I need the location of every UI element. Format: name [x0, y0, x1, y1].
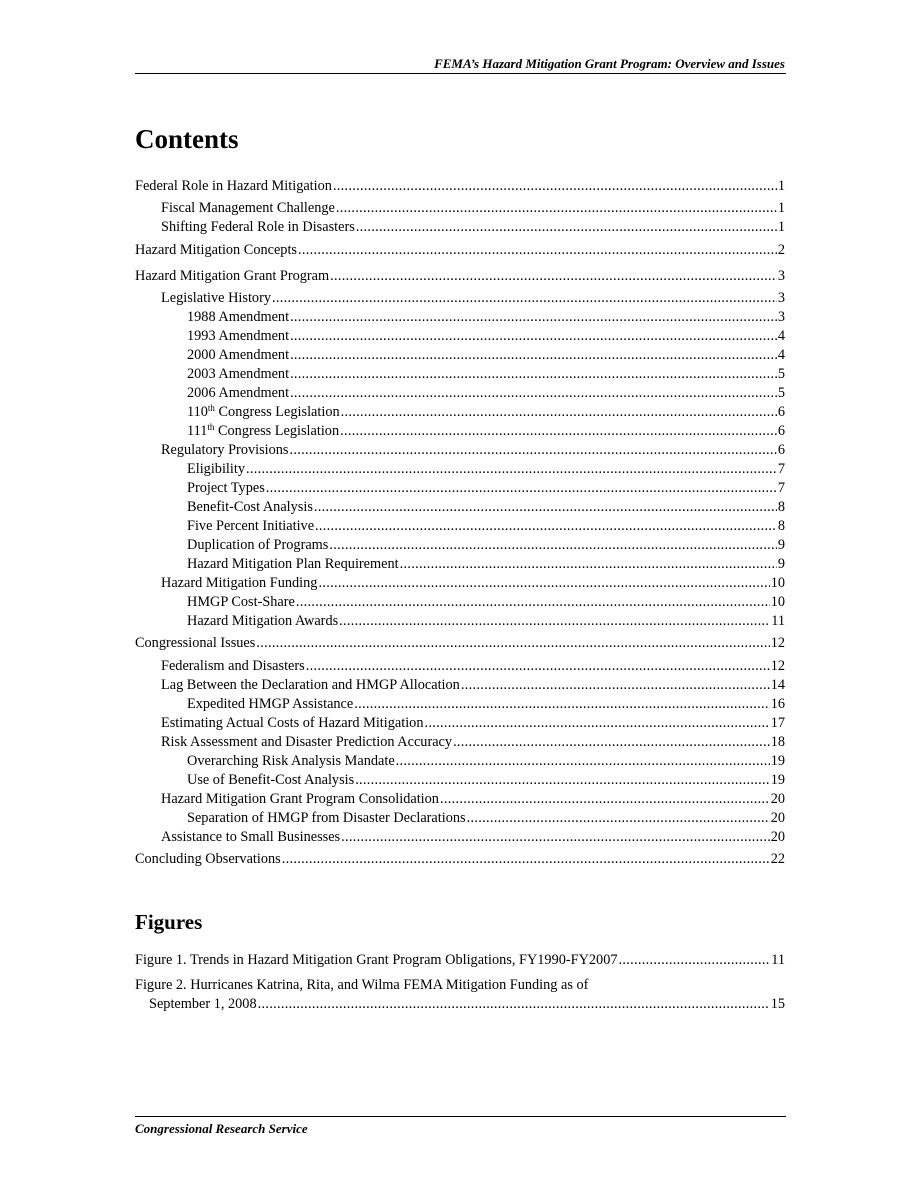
- dot-leader: [355, 771, 770, 789]
- dot-leader: [333, 177, 777, 195]
- toc-entry-title-superscript: th: [207, 422, 215, 432]
- dot-leader: [461, 676, 770, 694]
- toc-entry-page: 5: [777, 366, 785, 382]
- dot-leader: [290, 365, 777, 383]
- toc-entry-hazard-mitigation-plan[interactable]: [187, 555, 785, 573]
- toc-entry-page: 11: [771, 613, 785, 629]
- toc-entry-title: Benefit-Cost Analysis: [187, 499, 313, 515]
- contents-heading: Contents: [135, 124, 239, 154]
- toc-entry-page: 14: [770, 677, 785, 693]
- dot-leader: [329, 536, 776, 554]
- toc-entry-title: Project Types: [187, 480, 265, 496]
- dot-leader: [336, 199, 777, 217]
- figures-heading: Figures: [135, 910, 203, 934]
- toc-entry-page: 17: [770, 715, 785, 731]
- toc-entry-concluding-observations[interactable]: [135, 850, 785, 868]
- dot-leader: [282, 850, 770, 868]
- dot-leader: [396, 752, 770, 770]
- toc-entry-2006-amendment[interactable]: [187, 384, 785, 402]
- toc-entry-federal-role[interactable]: [135, 177, 785, 195]
- dot-leader: [341, 403, 777, 421]
- toc-entry-title: 1988 Amendment: [187, 309, 290, 325]
- dot-leader: [340, 422, 777, 440]
- toc-entry-title: Fiscal Management Challenge: [161, 200, 335, 216]
- toc-entry-page: 19: [770, 772, 785, 788]
- dot-leader: [290, 308, 777, 326]
- footer-publisher: Congressional Research Service: [135, 1121, 308, 1136]
- toc-entry-hazard-mitigation-funding[interactable]: [161, 574, 785, 592]
- toc-entry-hmgp-consolidation[interactable]: [161, 790, 785, 808]
- toc-entry-title-superscript: th: [207, 403, 215, 413]
- toc-entry-page: 7: [777, 461, 785, 477]
- toc-entry-title: Hazard Mitigation Awards: [187, 613, 339, 629]
- dot-leader: [315, 517, 777, 535]
- dot-leader: [298, 241, 777, 259]
- dot-leader: [296, 593, 770, 611]
- toc-entry-title-rest: Congress Legislation: [214, 423, 340, 439]
- toc-entry-2000-amendment[interactable]: [187, 346, 785, 364]
- toc-entry-page: 20: [770, 829, 785, 845]
- dot-leader: [289, 441, 776, 459]
- dot-leader: [246, 460, 777, 478]
- toc-entry-page: 3: [777, 309, 785, 325]
- toc-entry-page: 20: [770, 791, 785, 807]
- dot-leader: [424, 714, 769, 732]
- toc-entry-fiscal-management[interactable]: [161, 199, 785, 217]
- toc-entry-page: 4: [777, 328, 785, 344]
- figure-entry-title-line2: September 1, 2008: [149, 996, 257, 1012]
- dot-leader: [453, 733, 770, 751]
- toc-entry-title: Estimating Actual Costs of Hazard Mitigation: [161, 715, 424, 731]
- toc-entry-page: 12: [770, 658, 785, 674]
- toc-entry-title: Expedited HMGP Assistance: [187, 696, 354, 712]
- toc-entry-1988-amendment[interactable]: [187, 308, 785, 326]
- toc-entry-hazard-mitigation-awards[interactable]: [187, 612, 785, 630]
- toc-entry-regulatory-provisions[interactable]: [161, 441, 785, 459]
- toc-entry-benefit-cost-analysis[interactable]: [187, 498, 785, 516]
- dot-leader: [266, 479, 777, 497]
- toc-entry-title: Hazard Mitigation Plan Requirement: [187, 556, 399, 572]
- toc-entry-title-rest: Congress Legislation: [214, 404, 340, 420]
- toc-entry-page: 22: [770, 851, 785, 867]
- dot-leader: [330, 267, 777, 285]
- toc-entry-page: 1: [777, 219, 785, 235]
- toc-entry-title: Hazard Mitigation Concepts: [135, 242, 297, 258]
- toc-entry-hazard-mitigation-concepts[interactable]: [135, 241, 785, 259]
- toc-entry-page: 7: [777, 480, 785, 496]
- toc-entry-page: 6: [777, 404, 785, 420]
- toc-entry-title: Hazard Mitigation Funding: [161, 575, 318, 591]
- toc-entry-title: Overarching Risk Analysis Mandate: [187, 753, 395, 769]
- toc-entry-separation-of-hmgp[interactable]: [187, 809, 785, 827]
- dot-leader: [290, 384, 777, 402]
- toc-entry-title: Hazard Mitigation Grant Program: [135, 268, 330, 284]
- toc-entry-page: 6: [777, 442, 785, 458]
- figure-entry-1[interactable]: [135, 951, 785, 969]
- toc-entry-title: Use of Benefit-Cost Analysis: [187, 772, 355, 788]
- toc-entry-title-number: 111: [187, 423, 208, 439]
- toc-entry-title: Legislative History: [161, 290, 271, 306]
- figure-entry-page: 11: [771, 952, 785, 968]
- toc-entry-title: Hazard Mitigation Grant Program Consolidation: [161, 791, 439, 807]
- toc-entry-page: 10: [770, 594, 785, 610]
- toc-entry-duplication-of-programs[interactable]: [187, 536, 785, 554]
- dot-leader: [339, 612, 770, 630]
- toc-entry-page: 1: [777, 178, 785, 194]
- dot-leader: [400, 555, 777, 573]
- toc-entry-overarching-risk-analysis[interactable]: [187, 752, 785, 770]
- figure-entry-2[interactable]: [135, 976, 785, 1014]
- dot-leader: [272, 289, 777, 307]
- toc-entry-hmgp-cost-share[interactable]: [187, 593, 785, 611]
- toc-entry-expedited-hmgp[interactable]: [187, 695, 785, 713]
- dot-leader: [318, 574, 769, 592]
- toc-entry-title: Congressional Issues: [135, 635, 256, 651]
- toc-entry-lag-between-declaration[interactable]: [161, 676, 785, 694]
- figure-entry-page: 15: [770, 996, 785, 1012]
- toc-entry-page: 9: [777, 537, 785, 553]
- figure-entry-title-line2-row: [135, 995, 785, 1014]
- dot-leader: [290, 327, 777, 345]
- dot-leader: [440, 790, 770, 808]
- toc-entry-title: Regulatory Provisions: [161, 442, 289, 458]
- toc-entry-title: Risk Assessment and Disaster Prediction Accuracy: [161, 734, 453, 750]
- toc-entry-hmgp[interactable]: [135, 267, 785, 285]
- toc-entry-page: 8: [777, 518, 785, 534]
- toc-entry-project-types[interactable]: [187, 479, 785, 497]
- toc-entry-title: 2003 Amendment: [187, 366, 290, 382]
- toc-entry-title: Federal Role in Hazard Mitigation: [135, 178, 332, 194]
- dot-leader: [306, 657, 770, 675]
- toc-entry-title: 1993 Amendment: [187, 328, 290, 344]
- dot-leader: [290, 346, 777, 364]
- dot-leader: [258, 995, 770, 1014]
- toc-entry-title: 2006 Amendment: [187, 385, 290, 401]
- toc-entry-risk-assessment[interactable]: [161, 733, 785, 751]
- toc-entry-five-percent-initiative[interactable]: [187, 517, 785, 535]
- toc-entry-title: Federalism and Disasters: [161, 658, 305, 674]
- dot-leader: [356, 218, 777, 236]
- toc-entry-page: 5: [777, 385, 785, 401]
- dot-leader: [256, 634, 769, 652]
- toc-entry-2003-amendment[interactable]: [187, 365, 785, 383]
- toc-entry-page: 6: [777, 423, 785, 439]
- toc-entry-shifting-federal-role[interactable]: [161, 218, 785, 236]
- toc-entry-111th-congress[interactable]: [187, 422, 785, 440]
- toc-entry-page: 2: [777, 242, 785, 258]
- toc-entry-page: 16: [770, 696, 785, 712]
- toc-entry-page: 1: [777, 200, 785, 216]
- toc-entry-title: 2000 Amendment: [187, 347, 290, 363]
- toc-entry-page: 3: [777, 268, 785, 284]
- toc-entry-page: 3: [777, 290, 785, 306]
- toc-entry-page: 10: [770, 575, 785, 591]
- footer-rule: [135, 1116, 786, 1117]
- toc-entry-page: 12: [770, 635, 785, 651]
- toc-entry-page: 19: [770, 753, 785, 769]
- dot-leader: [354, 695, 769, 713]
- header-rule: [135, 73, 786, 74]
- toc-entry-110th-congress[interactable]: [187, 403, 785, 421]
- dot-leader: [341, 828, 770, 846]
- toc-entry-title: Concluding Observations: [135, 851, 281, 867]
- toc-entry-legislative-history[interactable]: [161, 289, 785, 307]
- toc-entry-page: 8: [777, 499, 785, 515]
- toc-entry-title: Shifting Federal Role in Disasters: [161, 219, 355, 235]
- toc-entry-page: 18: [770, 734, 785, 750]
- toc-entry-small-businesses[interactable]: [161, 828, 785, 846]
- toc-entry-page: 20: [770, 810, 785, 826]
- figure-entry-title: Figure 1. Trends in Hazard Mitigation Grant Program Obligations, FY1990-FY2007: [135, 952, 618, 968]
- toc-entry-title: HMGP Cost-Share: [187, 594, 295, 610]
- toc-entry-eligibility[interactable]: [187, 460, 785, 478]
- dot-leader: [314, 498, 777, 516]
- toc-entry-page: 9: [777, 556, 785, 572]
- toc-entry-title: Five Percent Initiative: [187, 518, 315, 534]
- toc-entry-title: Duplication of Programs: [187, 537, 329, 553]
- toc-entry-page: 4: [777, 347, 785, 363]
- toc-entry-1993-amendment[interactable]: [187, 327, 785, 345]
- dot-leader: [467, 809, 770, 827]
- toc-entry-federalism-and-disasters[interactable]: [161, 657, 785, 675]
- toc-entry-use-of-benefit-cost[interactable]: [187, 771, 785, 789]
- running-header: FEMA’s Hazard Mitigation Grant Program: Overview and Issues: [434, 56, 785, 71]
- toc-entry-title: Assistance to Small Businesses: [161, 829, 341, 845]
- figure-entry-title-line1: Figure 2. Hurricanes Katrina, Rita, and Wilma FEMA Mitigation Funding as of: [135, 977, 589, 993]
- dot-leader: [619, 951, 771, 969]
- toc-entry-estimating-actual-costs[interactable]: [161, 714, 785, 732]
- toc-entry-title: Separation of HMGP from Disaster Declarations: [187, 810, 466, 826]
- toc-entry-title: [187, 403, 340, 421]
- toc-entry-title: Lag Between the Declaration and HMGP Allocation: [161, 677, 460, 693]
- toc-entry-title: [187, 422, 339, 440]
- toc-entry-title-number: 110: [187, 404, 208, 420]
- toc-entry-congressional-issues[interactable]: [135, 634, 785, 652]
- toc-entry-title: Eligibility: [187, 461, 245, 477]
